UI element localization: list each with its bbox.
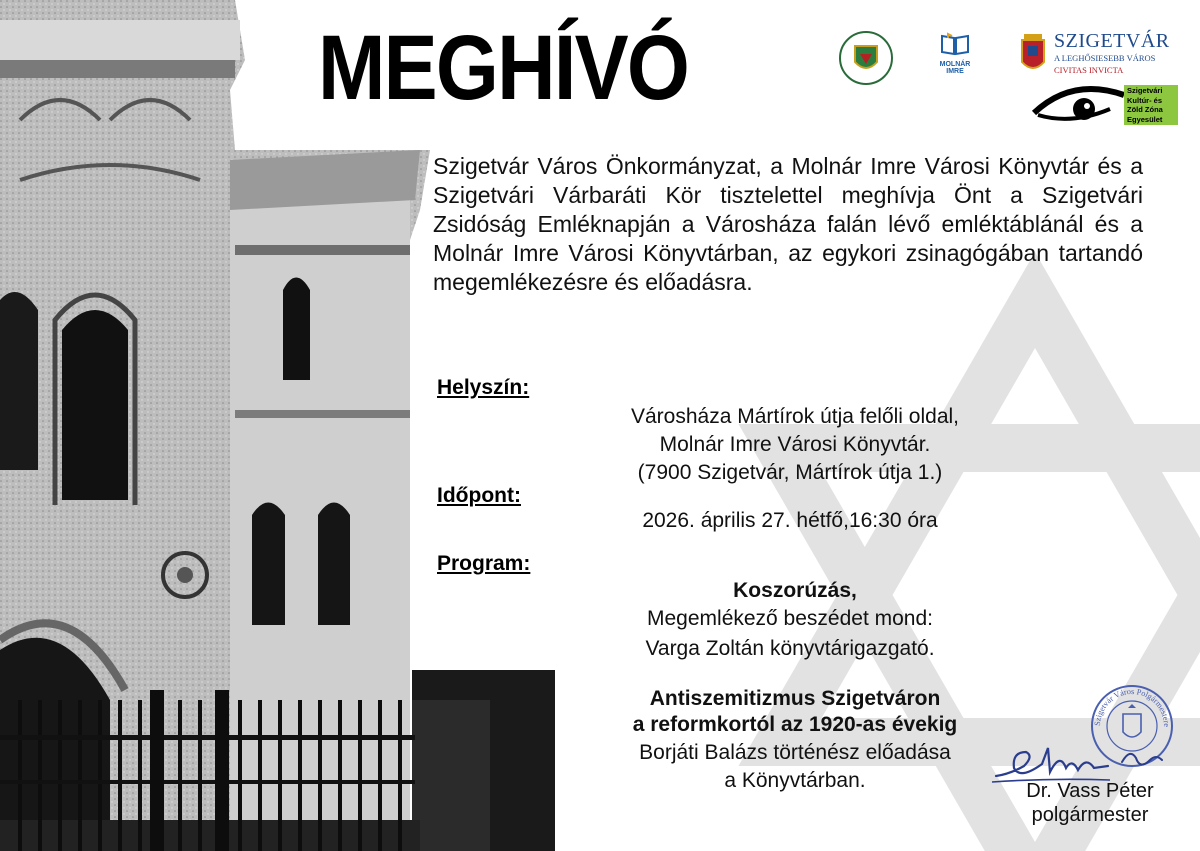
program-label: Program: <box>437 552 531 575</box>
synagogue-building-image <box>0 0 560 851</box>
handwritten-signature <box>990 738 1170 784</box>
library-logo <box>930 32 980 78</box>
city-subtitle: A LEGHŐSIESEBB VÁROS <box>1054 53 1156 63</box>
association-line-2: Kultúr- és <box>1127 95 1163 105</box>
book-icon <box>940 32 970 56</box>
association-text-box <box>1124 85 1178 125</box>
eye-icon <box>1032 85 1128 127</box>
stamp-crest-icon <box>1123 714 1141 737</box>
location-line-2: Molnár Imre Városi Könyvtár. <box>659 433 931 456</box>
association-line-1: Szigetvári <box>1127 86 1163 95</box>
signatory-name: Dr. Vass Péter <box>1026 780 1154 802</box>
varbarati-emblem-icon <box>838 30 894 86</box>
program-item-1-line-2: Varga Zoltán könyvtárigazgató. <box>645 637 935 660</box>
program-item-2-title-1: Antiszemitizmus Szigetváron <box>649 687 941 710</box>
szigetvar-city-logo <box>1018 30 1168 82</box>
page-title: MEGHÍVÓ <box>318 17 689 119</box>
library-logo-caption: MOLNÁR IMRE <box>939 61 971 75</box>
program-item-2-line-1: Borjáti Balázs történész előadása <box>639 741 951 764</box>
varbarati-kor-logo <box>838 30 894 86</box>
city-coat-of-arms-icon <box>1018 32 1048 76</box>
association-line-4: Egyesület <box>1127 114 1163 124</box>
association-line-3: Zöld Zóna <box>1127 105 1163 115</box>
association-logo <box>1032 85 1192 127</box>
city-name: SZIGETVÁR <box>1054 30 1170 52</box>
stamp-text: Szigetvár Város Polgármestere <box>1092 686 1172 728</box>
time-value: 2026. április 27. hétfő,16:30 óra <box>642 509 938 532</box>
program-item-2-title-2: a reformkortól az 1920-as évekig <box>632 713 958 736</box>
time-label: Időpont: <box>437 484 521 507</box>
signatory-role: polgármester <box>1031 804 1149 826</box>
city-motto: CIVITAS INVICTA <box>1054 65 1124 75</box>
location-line-3: (7900 Szigetvár, Mártírok útja 1.) <box>637 461 943 484</box>
program-item-1-line-1: Megemlékező beszédet mond: <box>647 607 933 630</box>
location-label: Helyszín: <box>437 376 530 399</box>
program-item-2-line-2: a Könyvtárban. <box>724 769 866 792</box>
location-line-1: Városháza Mártírok útja felőli oldal, <box>631 405 959 428</box>
invitation-text: Szigetvár Város Önkormányzat, a Molnár Imre Városi Könyvtár és a Szigetvári Várbaráti Kör tisztelettel meghívja Önt a Szigetvári Zsidóság Emléknapján a Városháza falán lévő emléktáblánál és a Molnár Imre Városi Könyvtárban, az egykori zsinagógában tartandó megemlékezésre és előadásra. <box>433 153 1143 295</box>
program-item-1-title: Koszorúzás, <box>733 579 857 602</box>
